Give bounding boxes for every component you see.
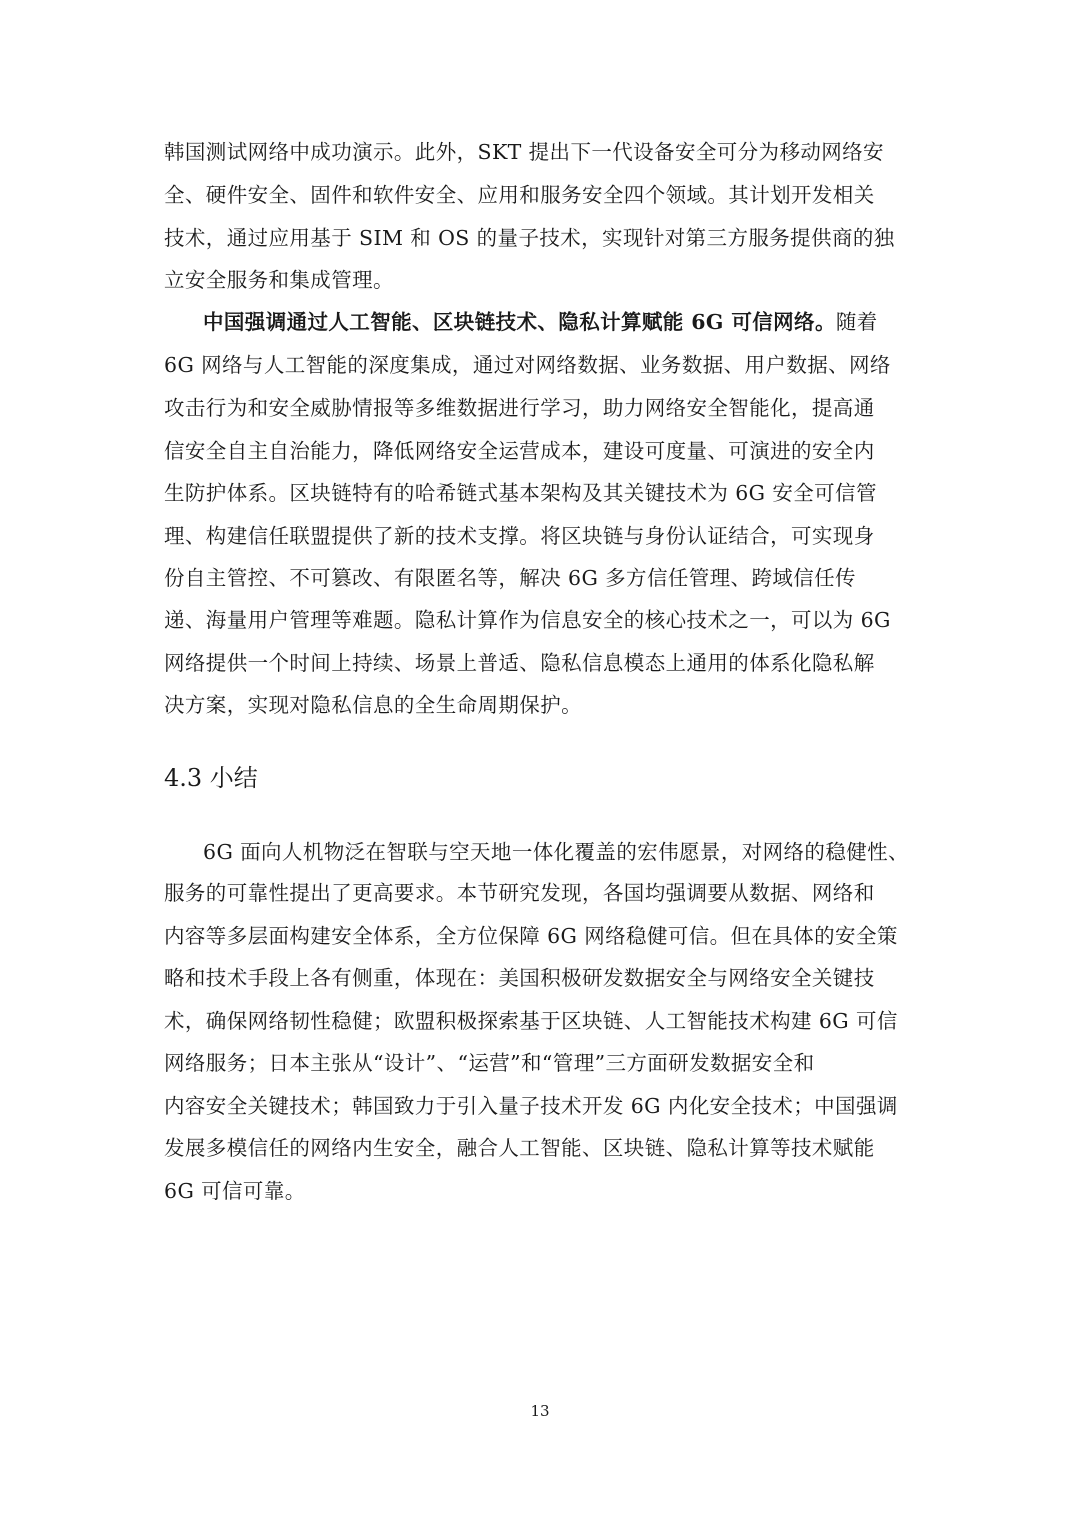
paragraph-2-line-8: 递、海量用户管理等难题。隐私计算作为信息安全的核心技术之一，可以为 6G	[164, 608, 891, 632]
paragraph-1-line-1: 韩国测试网络中成功演示。此外，SKT 提出下一代设备安全可分为移动网络安	[164, 140, 884, 164]
paragraph-3-line-7: 内容安全关键技术；韩国致力于引入量子技术开发 6G 内化安全技术；中国强调	[164, 1094, 898, 1118]
paragraph-2-line-4: 信安全自主自治能力，降低网络安全运营成本，建设可度量、可演进的安全内	[164, 439, 875, 463]
paragraph-2-line-10: 决方案，实现对隐私信息的全生命周期保护。	[164, 693, 582, 717]
paragraph-3-line-6: 网络服务；日本主张从“设计”、“运营”和“管理”三方面研发数据安全和	[164, 1051, 815, 1075]
paragraph-2-line-9: 网络提供一个时间上持续、场景上普适、隐私信息模态上通用的体系化隐私解	[164, 651, 875, 675]
paragraph-2-line-1	[203, 308, 878, 336]
paragraph-2-bold-lead: 中国强调通过人工智能、区块链技术、隐私计算赋能 6G 可信网络。	[203, 310, 836, 334]
paragraph-3-line-4: 略和技术手段上各有侧重，体现在：美国积极研发数据安全与网络安全关键技	[164, 966, 875, 990]
page-number: 13	[530, 1402, 550, 1420]
paragraph-2-line-6: 理、构建信任联盟提供了新的技术支撑。将区块链与身份认证结合，可实现身	[164, 524, 875, 548]
section-heading: 4.3 小结	[164, 764, 258, 792]
paragraph-3-line-2: 服务的可靠性提出了更高要求。本节研究发现，各国均强调要从数据、网络和	[164, 881, 875, 905]
paragraph-2-line-3: 攻击行为和安全威胁情报等多维数据进行学习，助力网络安全智能化，提高通	[164, 396, 875, 420]
paragraph-3-line-9: 6G 可信可靠。	[164, 1179, 306, 1203]
paragraph-1-line-3: 技术，通过应用基于 SIM 和 OS 的量子技术，实现针对第三方服务提供商的独	[164, 226, 895, 250]
paragraph-2-first-line-rest: 随着	[835, 310, 878, 334]
paragraph-3-line-3: 内容等多层面构建安全体系，全方位保障 6G 网络稳健可信。但在具体的安全策	[164, 924, 898, 948]
paragraph-3-line-1: 6G 面向人机物泛在智联与空天地一体化覆盖的宏伟愿景，对网络的稳健性、	[203, 840, 909, 864]
paragraph-2-line-2: 6G 网络与人工智能的深度集成，通过对网络数据、业务数据、用户数据、网络	[164, 353, 891, 377]
paragraph-1-line-2: 全、硬件安全、固件和软件安全、应用和服务安全四个领域。其计划开发相关	[164, 183, 875, 207]
paragraph-2-line-5: 生防护体系。区块链特有的哈希链式基本架构及其关键技术为 6G 安全可信管	[164, 481, 877, 505]
paragraph-3-line-8: 发展多模信任的网络内生安全，融合人工智能、区块链、隐私计算等技术赋能	[164, 1136, 875, 1160]
paragraph-3-line-5: 术，确保网络韧性稳健；欧盟积极探索基于区块链、人工智能技术构建 6G 可信	[164, 1009, 898, 1033]
paragraph-1-line-4: 立安全服务和集成管理。	[164, 268, 394, 292]
paragraph-2-line-7: 份自主管控、不可篡改、有限匿名等，解决 6G 多方信任管理、跨域信任传	[164, 566, 856, 590]
